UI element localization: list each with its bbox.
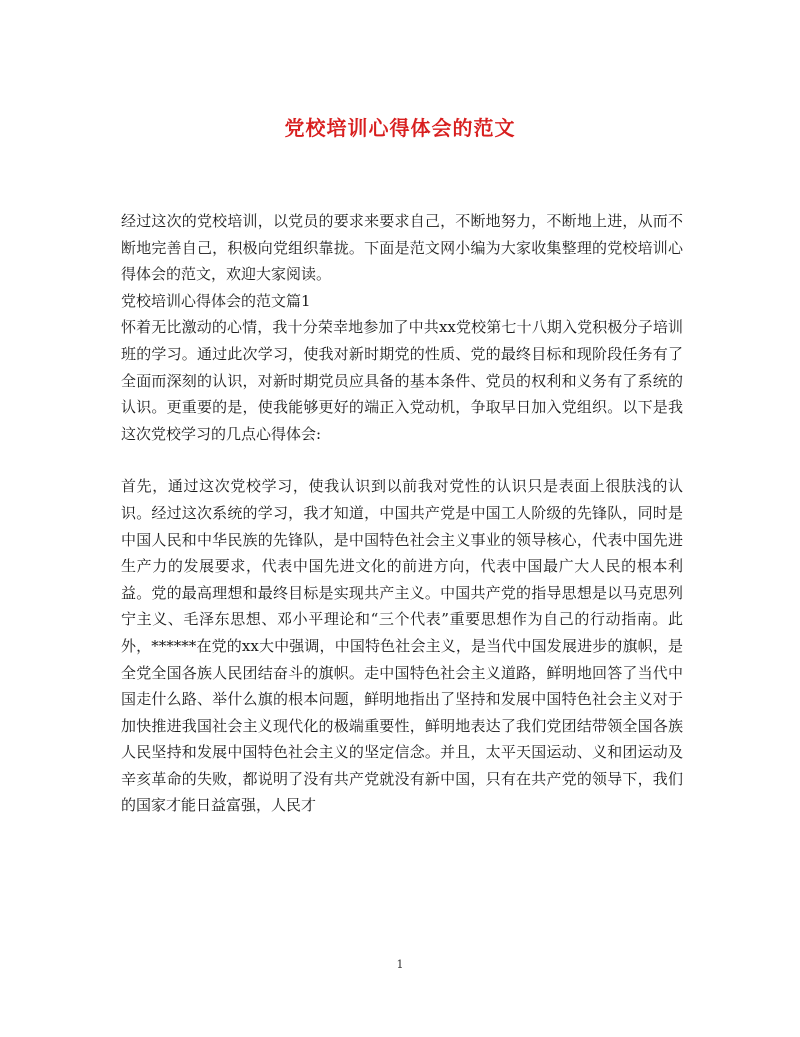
document-title: 党校培训心得体会的范文 [284,116,516,140]
document-body [121,208,683,819]
body-paragraph: 首先，通过这次党校学习，使我认识到以前我对党性的认识只是表面上很肤浅的认识。经过这次系统的学习，我才知道，中国共产党是中国工人阶级的先锋队，同时是中国人民和中华民族的先锋队，是中国特色社会主义事业的领导核心，代表中国先进生产力的发展要求，代表中国先进文化的前进方向，代表中国最广大人民的根本利益。党的最高理想和最终目标是实现共产主义。中国共产党的指导思想是以马克思列宁主义、毛泽东思想、邓小平理论和“三个代表”重要思想作为自己的行动指南。此外，******在党的xx大中强调，中国特色社会主义，是当代中国发展进步的旗帜，是全党全国各族人民团结奋斗的旗帜。走中国特色社会主义道路，鲜明地回答了当代中国走什么路、举什么旗的根本问题，鲜明地指出了坚持和发展中国特色社会主义对于加快推进我国社会主义现代化的极端重要性，鲜明地表达了我们党团结带领全国各族人民坚持和发展中国特色社会主义的坚定信念。并且，太平天国运动、义和团运动及辛亥革命的失败，都说明了没有共产党就没有新中国，只有在共产党的领导下，我们的国家才能日益富强，人民才 [121,477,683,815]
body-paragraph: 怀着无比激动的心情，我十分荣幸地参加了中共xx党校第七十八期入党积极分子培训班的学习。通过此次学习，使我对新时期党的性质、党的最终目标和现阶段任务有了全面而深刻的认识，对新时期党员应具备的基本条件、党员的权利和义务有了系统的认识。更重要的是，使我能够更好的端正入党动机，争取早日加入党组织。以下是我这次党校学习的几点心得体会: [121,318,683,443]
page-number: 1 [396,958,404,971]
section-heading: 党校培训心得体会的范文篇1 [121,291,311,310]
intro-paragraph: 经过这次的党校培训，以党员的要求来要求自己，不断地努力，不断地上进，从而不断地完善自己，积极向党组织靠拢。下面是范文网小编为大家收集整理的党校培训心得体会的范文，欢迎大家阅读。 [121,212,683,284]
paragraph-gap [121,447,683,473]
